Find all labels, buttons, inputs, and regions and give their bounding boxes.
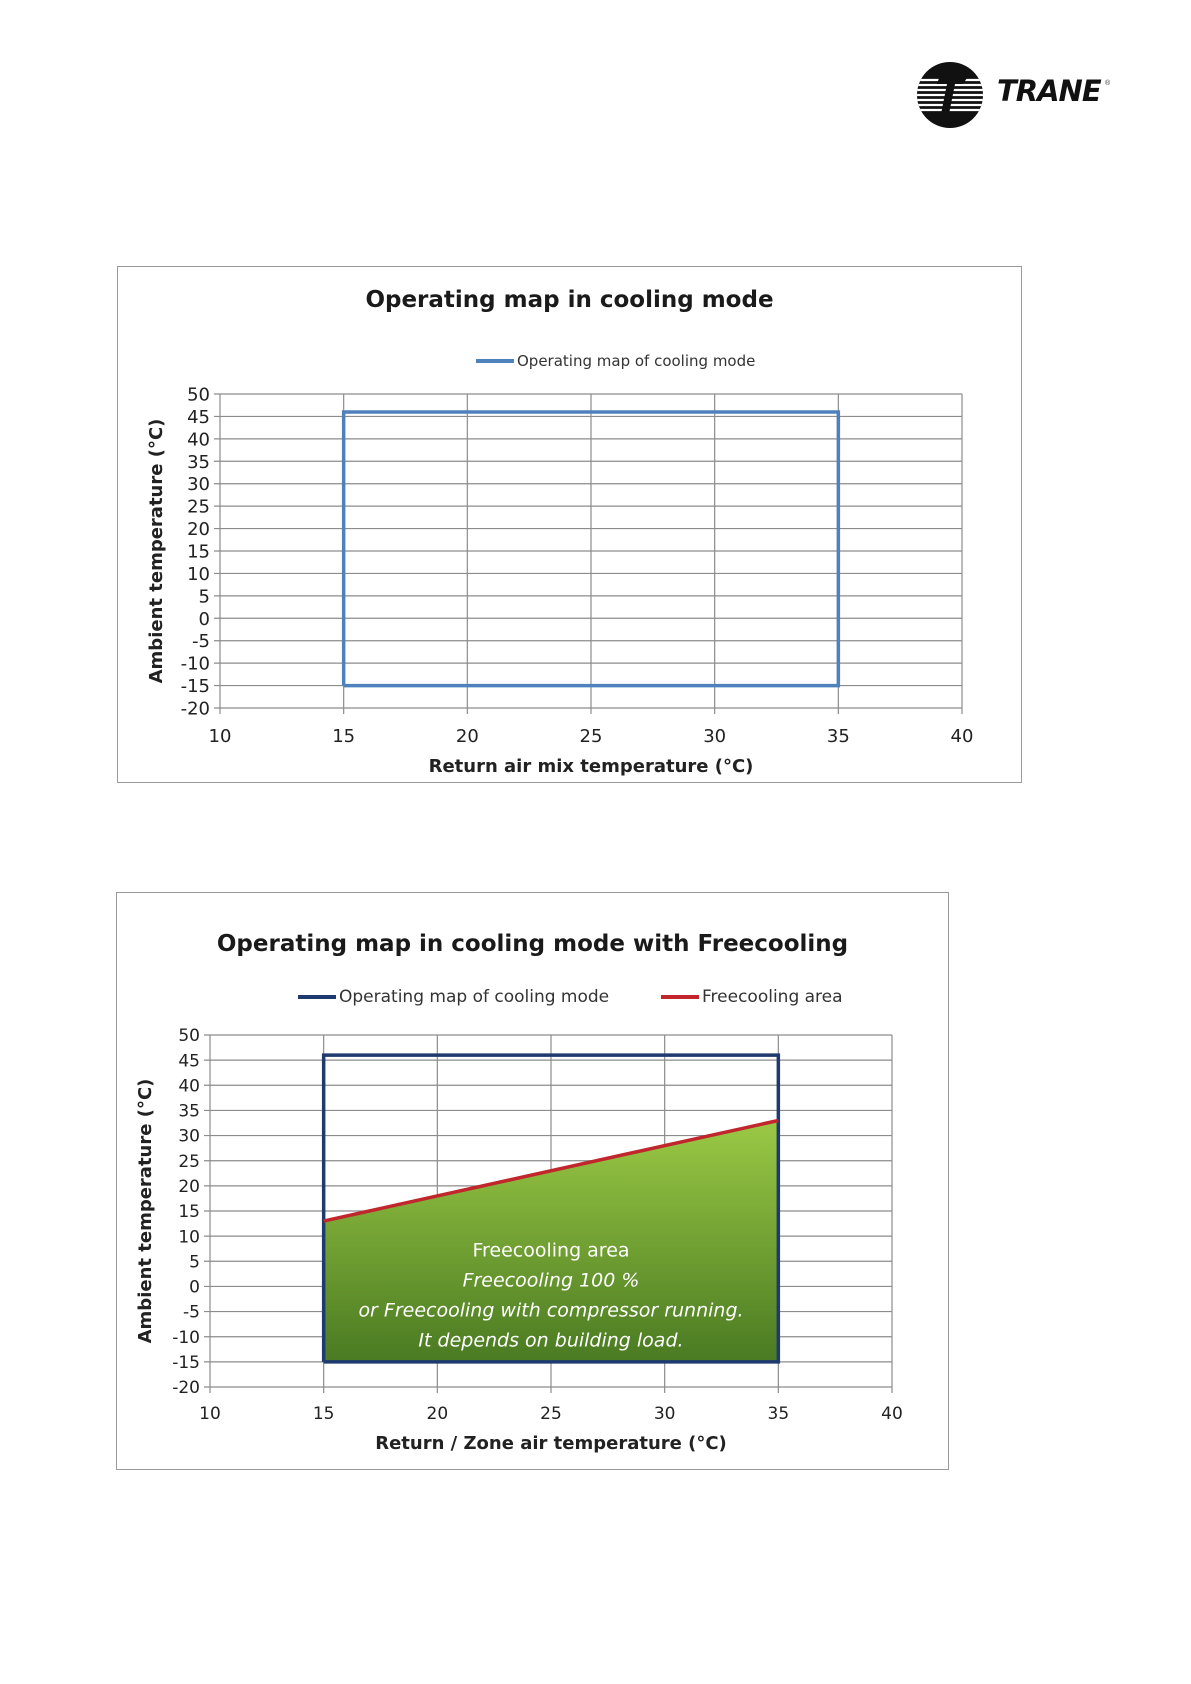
- trane-globe-icon: [915, 60, 985, 130]
- y-tick-label: 10: [178, 1227, 200, 1248]
- y-tick-label: -5: [183, 1302, 200, 1323]
- y-tick-label: 10: [187, 563, 210, 585]
- x-tick-label: 20: [455, 726, 479, 747]
- y-axis-label: Ambient temperature (°C): [135, 1078, 156, 1344]
- legend-label-freecooling: Freecooling area: [702, 987, 843, 1007]
- trane-logo: [915, 60, 1125, 130]
- y-tick-label: 20: [178, 1176, 200, 1197]
- y-axis-label: Ambient temperature (°C): [146, 418, 167, 684]
- y-tick-label: -10: [180, 653, 210, 675]
- y-tick-label: 45: [178, 1051, 200, 1072]
- y-tick-label: 35: [178, 1101, 200, 1122]
- y-tick-label: 20: [187, 519, 210, 541]
- y-tick-label: 5: [189, 1252, 200, 1273]
- x-tick-label: 35: [826, 726, 850, 747]
- x-tick-label: 25: [540, 1404, 562, 1424]
- annotation-text: Freecooling 100 %: [462, 1269, 640, 1292]
- x-tick-label: 10: [208, 726, 232, 747]
- y-tick-label: 35: [187, 451, 210, 473]
- y-tick-label: 5: [198, 586, 210, 608]
- legend-label-cooling: Operating map of cooling mode: [339, 987, 610, 1007]
- x-axis-label: Return / Zone air temperature (°C): [375, 1433, 727, 1454]
- y-tick-label: -20: [180, 698, 210, 720]
- x-tick-label: 40: [881, 1404, 903, 1424]
- legend-label-cooling: Operating map of cooling mode: [517, 352, 756, 370]
- y-tick-label: 40: [178, 1076, 200, 1097]
- chart-plot: [117, 893, 950, 1471]
- x-axis-label: Return air mix temperature (°C): [428, 756, 754, 777]
- annotation-text: It depends on building load.: [418, 1329, 684, 1352]
- x-tick-label: 15: [312, 1404, 335, 1424]
- y-tick-label: 30: [178, 1126, 200, 1147]
- chart-title: Operating map in cooling mode with Freecooling: [216, 931, 849, 957]
- y-tick-label: 25: [187, 496, 210, 518]
- y-tick-label: -5: [192, 631, 210, 653]
- y-tick-label: 40: [187, 429, 210, 451]
- x-tick-label: 35: [767, 1404, 790, 1424]
- x-tick-label: 30: [653, 1404, 676, 1424]
- annotation-text: or Freecooling with compressor running.: [358, 1299, 744, 1322]
- x-tick-label: 25: [579, 726, 603, 747]
- y-tick-label: -15: [172, 1352, 200, 1373]
- y-tick-label: 0: [189, 1277, 200, 1298]
- chart-title: Operating map in cooling mode: [365, 287, 774, 313]
- y-tick-label: 50: [178, 1026, 200, 1047]
- x-tick-label: 40: [950, 726, 974, 747]
- chart-cooling-mode: [117, 266, 1022, 783]
- annotation-text: Freecooling area: [472, 1239, 630, 1262]
- y-tick-label: 50: [187, 384, 210, 406]
- x-tick-label: 20: [426, 1404, 449, 1424]
- y-tick-label: 45: [187, 406, 210, 428]
- brand-registered-mark: ®: [1105, 80, 1111, 87]
- x-tick-label: 10: [199, 1404, 221, 1424]
- y-tick-label: 25: [178, 1151, 200, 1172]
- y-tick-label: 15: [187, 541, 210, 563]
- chart-cooling-freecooling: [116, 892, 949, 1470]
- y-tick-label: -20: [172, 1378, 200, 1399]
- chart-plot: [118, 267, 1023, 784]
- y-tick-label: -15: [180, 676, 210, 698]
- x-tick-label: 30: [703, 726, 727, 747]
- x-tick-label: 15: [332, 726, 356, 747]
- brand-name: TRANE: [997, 74, 1101, 108]
- y-tick-label: 0: [198, 608, 210, 630]
- y-tick-label: 30: [187, 474, 210, 496]
- y-tick-label: -10: [172, 1327, 200, 1348]
- y-tick-label: 15: [178, 1202, 200, 1223]
